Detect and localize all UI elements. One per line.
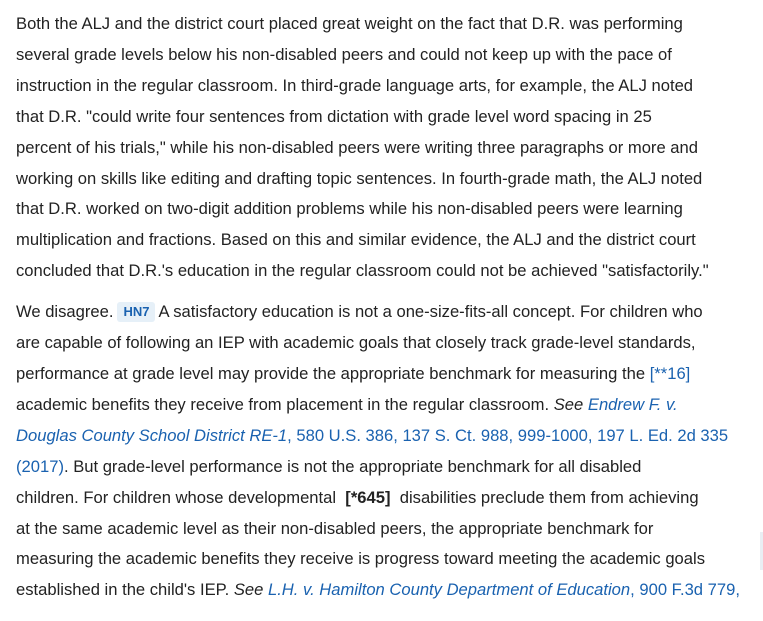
paragraph-2-line-7 [16,483,756,514]
paragraph-2-text: performance at grade level may provide the appropriate benchmark for measuring the [16,363,646,383]
paragraph-1-line-1: Both the ALJ and the district court placed great weight on the fact that D.R. was performing [16,14,683,33]
paragraph-2-text: children. For children whose developmental [16,487,337,507]
paragraph-2-line-1 [16,297,756,328]
signal-see: See [553,394,584,414]
paragraph-1-line-4: that D.R. "could write four sentences from dictation with grade level word spacing in 25 [16,106,652,126]
paragraph-2-text: established in the child's IEP. [16,580,230,600]
case-link-endrew-cont[interactable]: Douglas County School District RE-1 [16,425,288,445]
paragraph-2 [16,297,756,606]
page-marker-link[interactable]: [**16] [649,363,691,383]
document-body [16,9,756,616]
signal-see: See [233,580,264,600]
citation-link-endrew-year[interactable]: (2017) [16,456,64,476]
citation-link-endrew[interactable]: , 580 U.S. 386, 137 S. Ct. 988, 999-1000, 197 L. Ed. 2d 335 [287,425,729,445]
paragraph-1-line-7: that D.R. worked on two-digit addition problems while his non-disabled peers were learning [16,199,683,219]
paragraph-2-line-5 [16,421,756,452]
paragraph-2-line-10 [16,575,756,606]
paragraph-2-text: . But grade-level performance is not the appropriate benchmark for all disabled [63,456,642,476]
paragraph-2-text: academic benefits they receive from placement in the regular classroom. [16,394,550,414]
paragraph-2-line-9: measuring the academic benefits they receive is progress toward meeting the academic goals [16,549,705,569]
paragraph-1-line-8: multiplication and fractions. Based on this and similar evidence, the ALJ and the district court [16,230,696,250]
paragraph-1-line-6: working on skills like editing and drafting topic sentences. In fourth-grade math, the ALJ noted [16,168,703,188]
paragraph-2-line-2: are capable of following an IEP with academic goals that closely track grade-level standards, [16,333,696,353]
paragraph-2-line-3 [16,359,756,390]
paragraph-2-text: A satisfactory education is not a one-size-fits-all concept. For children who [158,302,703,322]
paragraph-2-line-4 [16,390,756,421]
paragraph-1-line-2: several grade levels below his non-disabled peers and could not keep up with the pace of [16,44,672,64]
paragraph-1-line-3: instruction in the regular classroom. In third-grade language arts, for example, the ALJ noted [16,75,694,95]
paragraph-1-line-5: percent of his trials," while his non-disabled peers were writing three paragraphs or more and [16,137,698,157]
page-marker: [*645] [345,487,391,507]
paragraph-2-line-8: at the same academic level as their non-disabled peers, the appropriate benchmark for [16,518,654,538]
citation-link-lh[interactable]: , 900 F.3d 779, [630,580,740,600]
paragraph-2-line-6 [16,452,756,483]
paragraph-2-text: disabilities preclude them from achieving [399,487,699,507]
paragraph-1-line-9: concluded that D.R.'s education in the regular classroom could not be achieved "satisfactorily." [16,261,709,281]
paragraph-2-text: We disagree. [16,302,114,322]
case-link-endrew[interactable]: Endrew F. v. [587,394,678,414]
paragraph-1 [16,9,756,287]
case-link-lh[interactable]: L.H. v. Hamilton County Department of Education [267,580,631,600]
headnote-badge[interactable]: HN7 [117,302,155,322]
